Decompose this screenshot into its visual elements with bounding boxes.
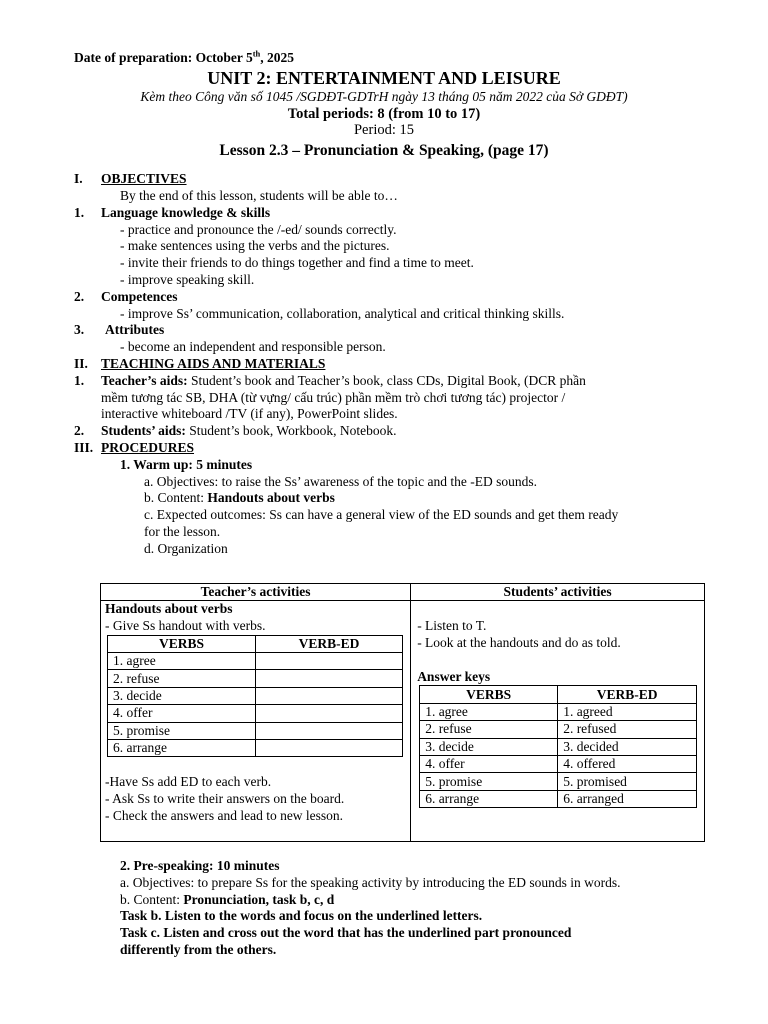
verb-cell: 2. refuse — [420, 721, 558, 738]
date-superscript: th — [252, 48, 261, 59]
date-text: Date of preparation: October 5 — [74, 50, 253, 65]
teacher-step: - Ask Ss to write their answers on the board. — [105, 791, 345, 807]
verb-cell: 2. refuse — [108, 670, 256, 687]
verb-cell: 1. agree — [108, 652, 256, 669]
warmup-organization: d. Organization — [144, 540, 228, 556]
teacher-step: -Have Ss add ED to each verb. — [105, 774, 272, 790]
verb-cell: 3. decide — [420, 738, 558, 755]
verb-cell: 5. promise — [420, 773, 558, 790]
table-row — [420, 738, 697, 755]
teacher-aids-line2: mềm tương tác SB, DHA (từ vựng/ cấu trúc) phần mềm trò chơi tương tác) projector / — [101, 389, 566, 405]
answer-keys-table — [419, 685, 697, 808]
item-number: 3. — [74, 322, 85, 338]
content-prefix: b. Content: — [144, 490, 208, 506]
student-step: - Listen to T. — [417, 618, 487, 633]
warmup-title: 1. Warm up: 5 minutes — [120, 456, 253, 472]
item-number: 1. — [74, 204, 85, 220]
verb-ed-blank[interactable] — [256, 670, 403, 687]
item-number: 1. — [74, 372, 85, 388]
section-title: TEACHING AIDS AND MATERIALS — [101, 355, 326, 371]
verb-cell: 3. decide — [108, 687, 256, 704]
handout-table — [107, 635, 403, 758]
item-number: 2. — [74, 423, 85, 439]
table-row — [108, 652, 403, 669]
warmup-objectives: a. Objectives: to raise the Ss’ awareness of the topic and the -ED sounds. — [144, 473, 538, 489]
activity-table — [100, 583, 705, 842]
teacher-aids-label: Teacher’s aids: — [101, 372, 188, 388]
task-c-line2: differently from the others. — [120, 941, 277, 957]
table-row — [108, 722, 403, 739]
verb-ed-blank[interactable] — [256, 687, 403, 704]
section-number: III. — [74, 439, 94, 455]
student-step: - Look at the handouts and do as told. — [417, 634, 621, 650]
pre-speaking-title: 2. Pre-speaking: 10 minutes — [120, 858, 280, 873]
item-title: Language knowledge & skills — [101, 204, 271, 220]
section-title: OBJECTIVES — [101, 171, 187, 187]
teacher-step: - Check the answers and lead to new lesson. — [105, 807, 344, 823]
teacher-aids-text — [101, 373, 586, 390]
column-header-verb-ed: VERB-ED — [256, 635, 403, 652]
students-aids-text — [101, 423, 396, 440]
section-title: PROCEDURES — [101, 439, 195, 455]
competences-heading — [74, 289, 714, 306]
activity-table-header — [101, 584, 705, 601]
spacer — [417, 601, 698, 618]
date-of-preparation — [74, 50, 714, 67]
give-handout-step: - Give Ss handout with verbs. — [105, 617, 266, 633]
warmup-content — [74, 490, 714, 507]
table-row — [420, 790, 697, 807]
pre-speaking-section — [120, 858, 710, 959]
total-periods: Total periods: 8 (from 10 to 17) — [287, 105, 481, 122]
objectives-intro: By the end of this lesson, students will be able to… — [120, 187, 398, 203]
verb-ed-blank[interactable] — [256, 739, 403, 756]
objectives-heading — [74, 171, 714, 188]
teacher-activities-cell — [101, 601, 411, 842]
warmup-outcomes-line1: c. Expected outcomes: Ss can have a general view of the ED sounds and get them ready — [144, 507, 619, 523]
aids-heading — [74, 356, 714, 373]
answer-keys-title: Answer keys — [417, 668, 491, 684]
warmup-outcomes-line2: for the lesson. — [144, 523, 221, 539]
table-row — [108, 635, 403, 652]
procedures-heading — [74, 440, 714, 457]
list-item: - make sentences using the verbs and the pictures. — [120, 238, 390, 254]
students-aids — [74, 423, 714, 440]
answer-cell: 6. arranged — [558, 790, 697, 807]
answer-cell: 5. promised — [558, 773, 697, 790]
answer-cell: 2. refused — [558, 721, 697, 738]
verb-ed-blank[interactable] — [256, 705, 403, 722]
teacher-aids-line1: Student’s book and Teacher’s book, class CDs, Digital Book, (DCR phần — [187, 372, 586, 388]
unit-title: UNIT 2: ENTERTAINMENT AND LEISURE — [207, 67, 561, 88]
list-item: - practice and pronounce the /-ed/ sounds correctly. — [120, 221, 397, 237]
table-row — [108, 705, 403, 722]
lesson-title: Lesson 2.3 – Pronunciation & Speaking, (page 17) — [219, 142, 549, 160]
period-number: Period: 15 — [353, 122, 414, 139]
table-row — [108, 739, 403, 756]
lesson-plan-page — [74, 50, 714, 558]
pre-speaking-objectives: a. Objectives: to prepare Ss for the speaking activity by introducing the ED sounds in words. — [120, 874, 621, 890]
table-row — [420, 773, 697, 790]
section-number: II. — [74, 355, 88, 371]
table-row — [420, 703, 697, 720]
section-number: I. — [74, 171, 83, 187]
handout-title: Handouts about verbs — [105, 601, 233, 616]
document-subtitle: Kèm theo Công văn số 1045 /SGDĐT-GDTrH ngày 13 tháng 05 năm 2022 của Sở GDĐT) — [140, 88, 628, 104]
answer-cell: 1. agreed — [558, 703, 697, 720]
column-header-verbs: VERBS — [108, 635, 256, 652]
verb-ed-blank[interactable] — [256, 652, 403, 669]
date-year: , 2025 — [260, 50, 295, 65]
students-activities-header: Students’ activities — [411, 584, 705, 601]
content-bold: Handouts about verbs — [207, 490, 335, 506]
item-title: Competences — [101, 288, 178, 304]
table-row — [420, 686, 697, 703]
pre-speaking-content — [120, 892, 710, 909]
spacer — [417, 652, 698, 669]
verb-cell: 6. arrange — [420, 790, 558, 807]
verb-cell: 4. offer — [108, 705, 256, 722]
verb-cell: 1. agree — [420, 703, 558, 720]
table-row — [108, 670, 403, 687]
column-header-verbs: VERBS — [420, 686, 558, 703]
answer-cell: 3. decided — [558, 738, 697, 755]
list-item: - improve Ss’ communication, collaboration, analytical and critical thinking skills. — [120, 305, 565, 321]
students-activities-cell — [411, 601, 705, 842]
students-aids-value: Student’s book, Workbook, Notebook. — [185, 423, 397, 439]
content-bold: Pronunciation, task b, c, d — [183, 891, 335, 907]
verb-cell: 4. offer — [420, 755, 558, 772]
list-item: - invite their friends to do things together and find a time to meet. — [120, 255, 474, 271]
teacher-aids — [74, 373, 714, 390]
item-number: 2. — [74, 288, 85, 304]
spacer — [105, 757, 406, 774]
teacher-activities-header: Teacher’s activities — [101, 584, 411, 601]
table-row — [420, 755, 697, 772]
content-prefix: b. Content: — [120, 891, 184, 907]
task-c-line1: Task c. Listen and cross out the word that has the underlined part pronounced — [120, 925, 572, 941]
activity-table-row — [101, 601, 705, 842]
attributes-heading — [74, 322, 714, 339]
answer-cell: 4. offered — [558, 755, 697, 772]
table-row — [420, 721, 697, 738]
verb-cell: 6. arrange — [108, 739, 256, 756]
column-header-verb-ed: VERB-ED — [558, 686, 697, 703]
students-aids-label: Students’ aids: — [101, 423, 186, 439]
teacher-aids-line3: interactive whiteboard /TV (if any), PowerPoint slides. — [101, 406, 398, 422]
verb-cell: 5. promise — [108, 722, 256, 739]
list-item: - improve speaking skill. — [120, 271, 255, 287]
task-b: Task b. Listen to the words and focus on the underlined letters. — [120, 908, 483, 924]
item-title: Attributes — [105, 322, 165, 338]
list-item: - become an independent and responsible person. — [120, 339, 386, 355]
verb-ed-blank[interactable] — [256, 722, 403, 739]
table-row — [108, 687, 403, 704]
language-heading — [74, 205, 714, 222]
